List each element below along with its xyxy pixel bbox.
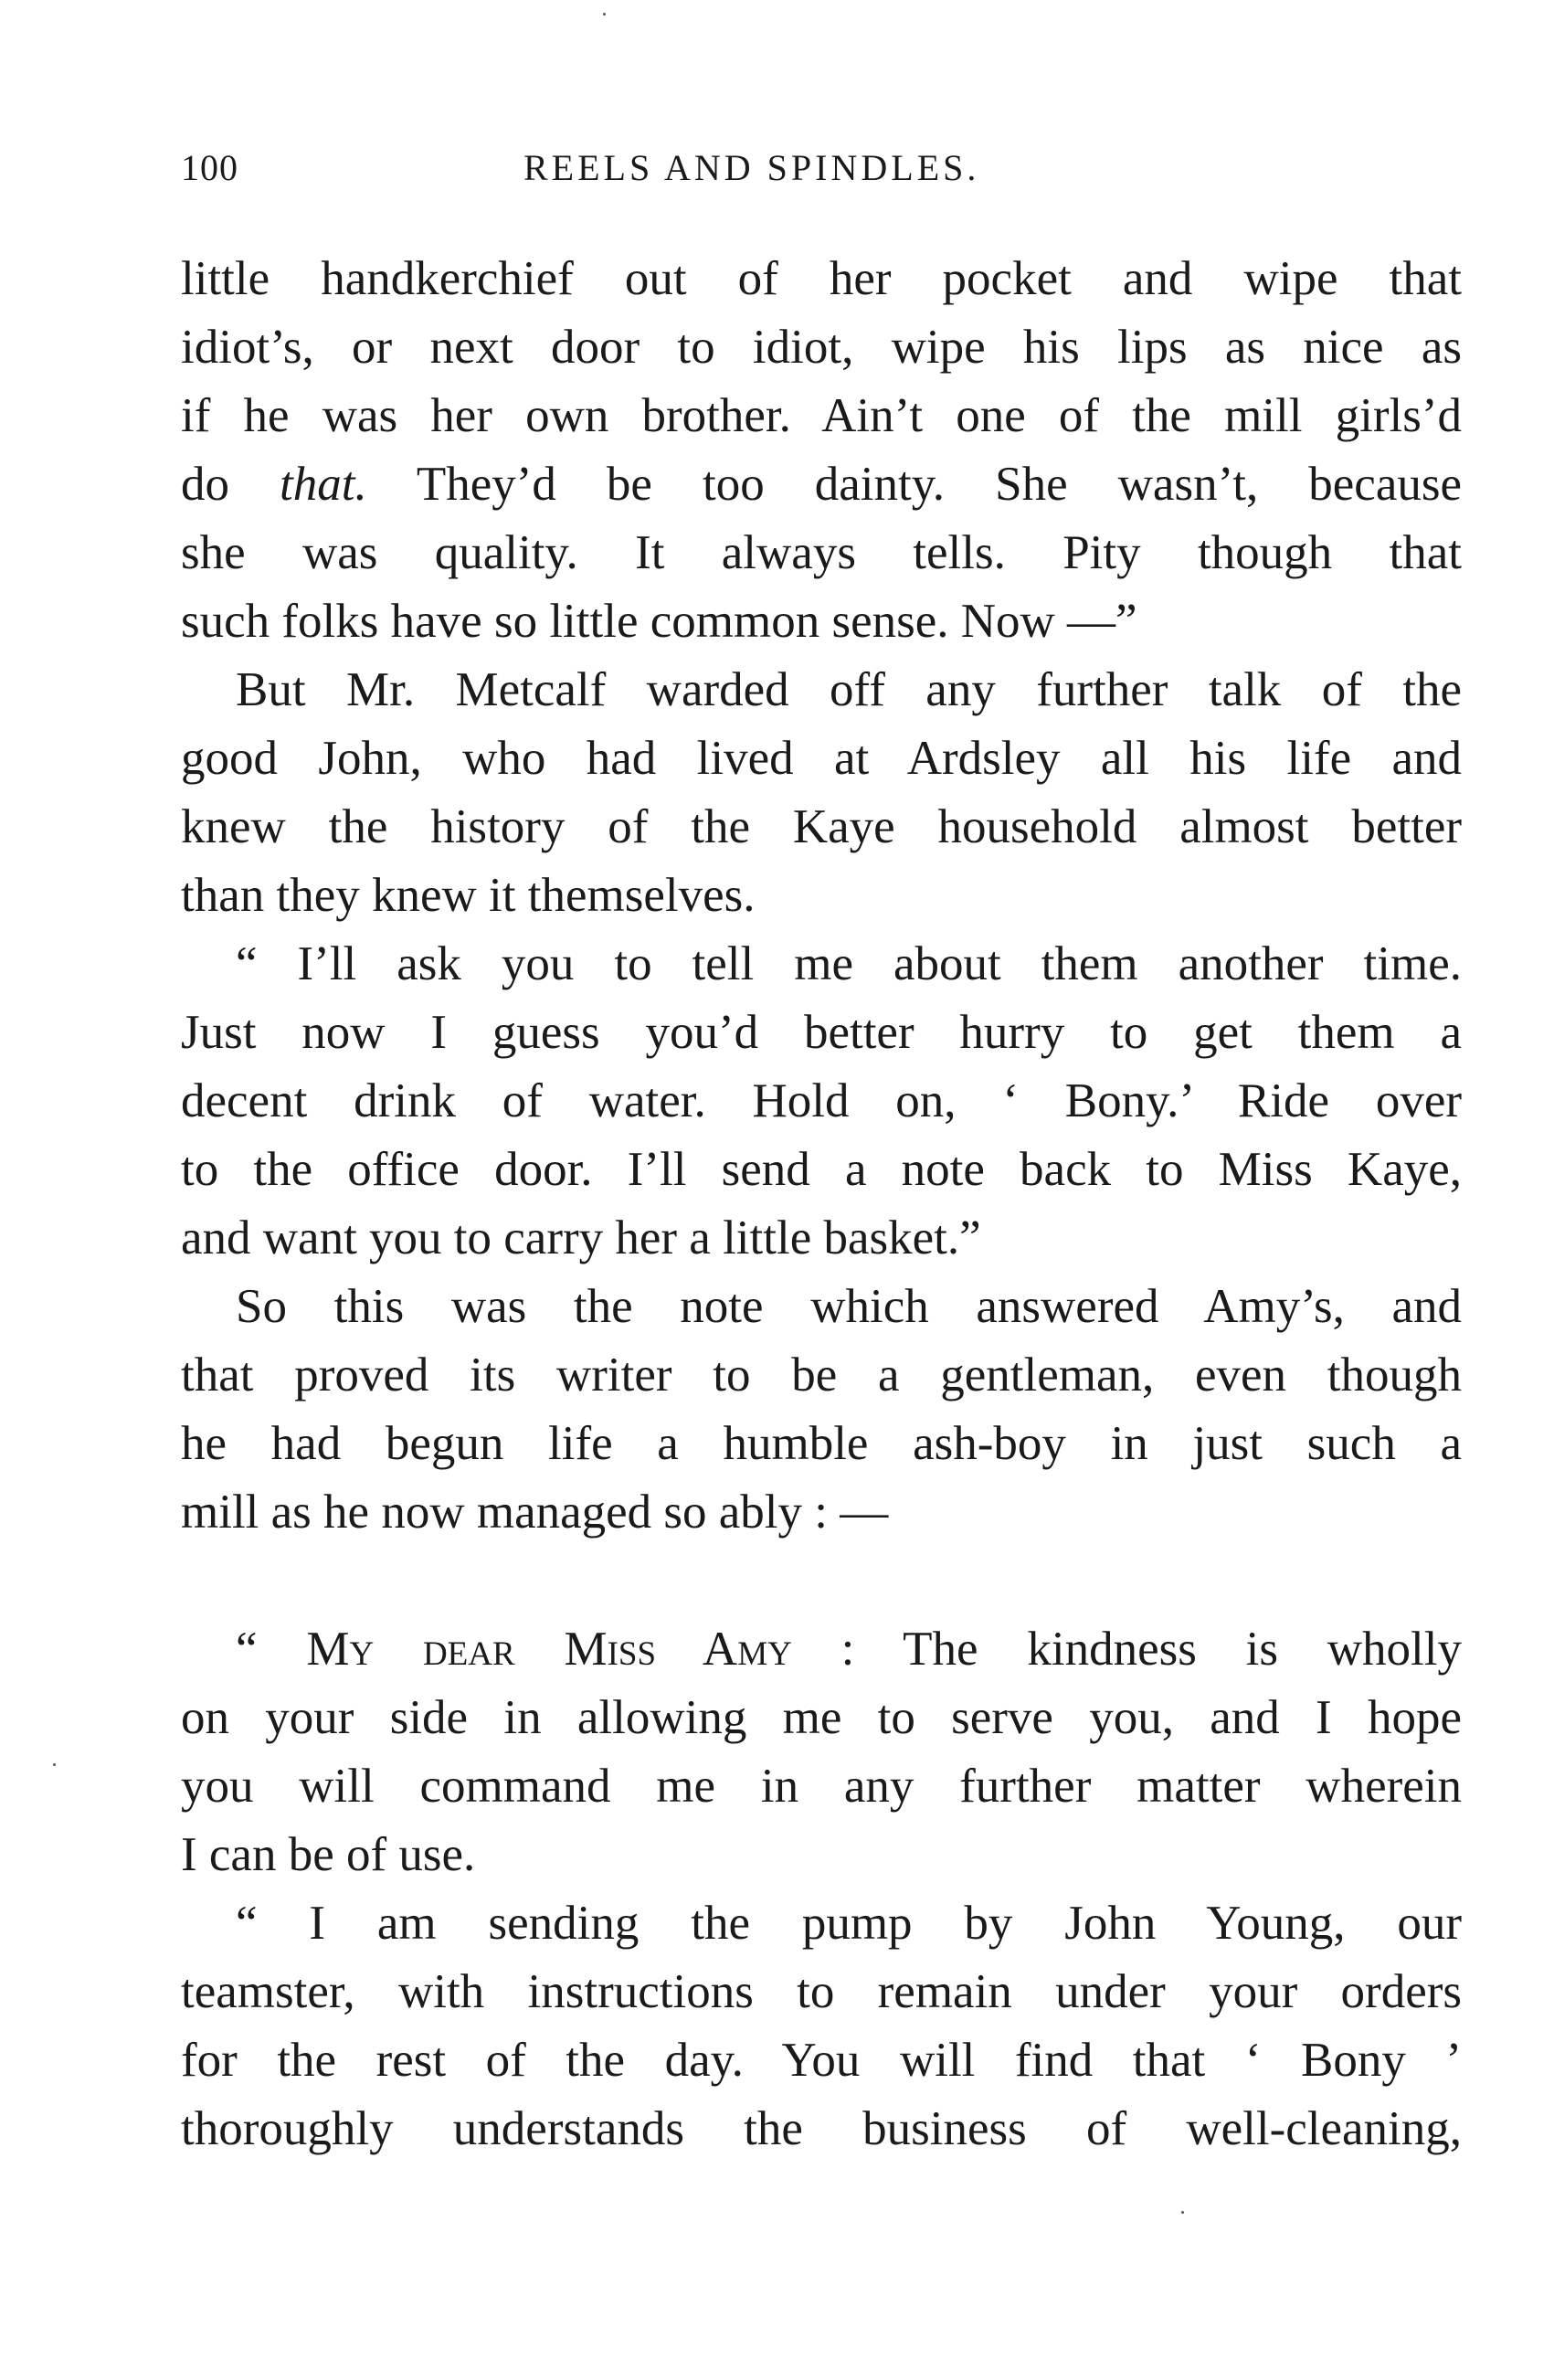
text-line: and want you to carry her a little basket.” bbox=[181, 1211, 981, 1264]
text-line: than they knew it themselves. bbox=[181, 869, 756, 922]
paragraph-3 bbox=[181, 930, 1462, 1273]
letter-paragraph-1 bbox=[181, 1615, 1462, 1889]
text-line: thoroughly understands the business of well-cleaning, bbox=[181, 2102, 1462, 2155]
text-line: Just now I guess you’d better hurry to get them a bbox=[181, 1006, 1462, 1059]
text-line: decent drink of water. Hold on, ‘ Bony.’ Ride over bbox=[181, 1074, 1462, 1127]
running-title: REELS AND SPINDLES. bbox=[523, 147, 980, 188]
small-caps-salutation: My dear Miss Amy bbox=[306, 1623, 792, 1676]
text-line-with-italic: do that. They’d be too dainty. She wasn’t, because bbox=[181, 458, 1462, 511]
page-number: 100 bbox=[181, 147, 238, 188]
italic-emphasis: that. bbox=[280, 458, 367, 511]
text-line: he had begun life a humble ash-boy in just such a bbox=[181, 1417, 1462, 1470]
letter-paragraph-2 bbox=[181, 1889, 1462, 2163]
text-line: teamster, with instructions to remain under your orders bbox=[181, 1965, 1462, 2018]
text-line: “ I’ll ask you to tell me about them another time. bbox=[236, 937, 1462, 990]
text-line: knew the history of the Kaye household almost better bbox=[181, 800, 1462, 853]
paragraph-1 bbox=[181, 245, 1462, 656]
text-line: mill as he now managed so ably : — bbox=[181, 1486, 889, 1539]
text-line: “ I am sending the pump by John Young, our bbox=[236, 1897, 1462, 1950]
letter-salutation-line: “ My dear Miss Amy : The kindness is wholly bbox=[236, 1623, 1462, 1676]
text-line: that proved its writer to be a gentleman, even though bbox=[181, 1349, 1462, 1402]
page-speck bbox=[603, 13, 606, 16]
paragraph-4 bbox=[181, 1273, 1462, 1547]
text-line: good John, who had lived at Ardsley all his life and bbox=[181, 732, 1462, 785]
text-line: idiot’s, or next door to idiot, wipe his lips as nice as bbox=[181, 321, 1462, 374]
text-line: I can be of use. bbox=[181, 1828, 476, 1881]
text-line: But Mr. Metcalf warded off any further talk of the bbox=[236, 663, 1462, 716]
text-line: such folks have so little common sense. Now —” bbox=[181, 595, 1137, 648]
text-line: to the office door. I’ll send a note back to Miss Kaye, bbox=[181, 1143, 1462, 1196]
page-speck bbox=[53, 1763, 56, 1766]
text-line: you will command me in any further matter wherein bbox=[181, 1760, 1462, 1813]
text-line: she was quality. It always tells. Pity though that bbox=[181, 526, 1462, 579]
text-line: little handkerchief out of her pocket and wipe that bbox=[181, 252, 1462, 305]
text-line: So this was the note which answered Amy’s, and bbox=[236, 1280, 1462, 1333]
page-speck bbox=[1181, 2211, 1184, 2214]
text-line: for the rest of the day. You will find that ‘ Bony ’ bbox=[181, 2034, 1462, 2087]
text-line: on your side in allowing me to serve you, and I hope bbox=[181, 1691, 1462, 1744]
paragraph-2 bbox=[181, 656, 1462, 930]
running-head bbox=[181, 146, 1462, 201]
body-text bbox=[181, 245, 1462, 2163]
text-line: if he was her own brother. Ain’t one of the mill girls’d bbox=[181, 389, 1462, 442]
